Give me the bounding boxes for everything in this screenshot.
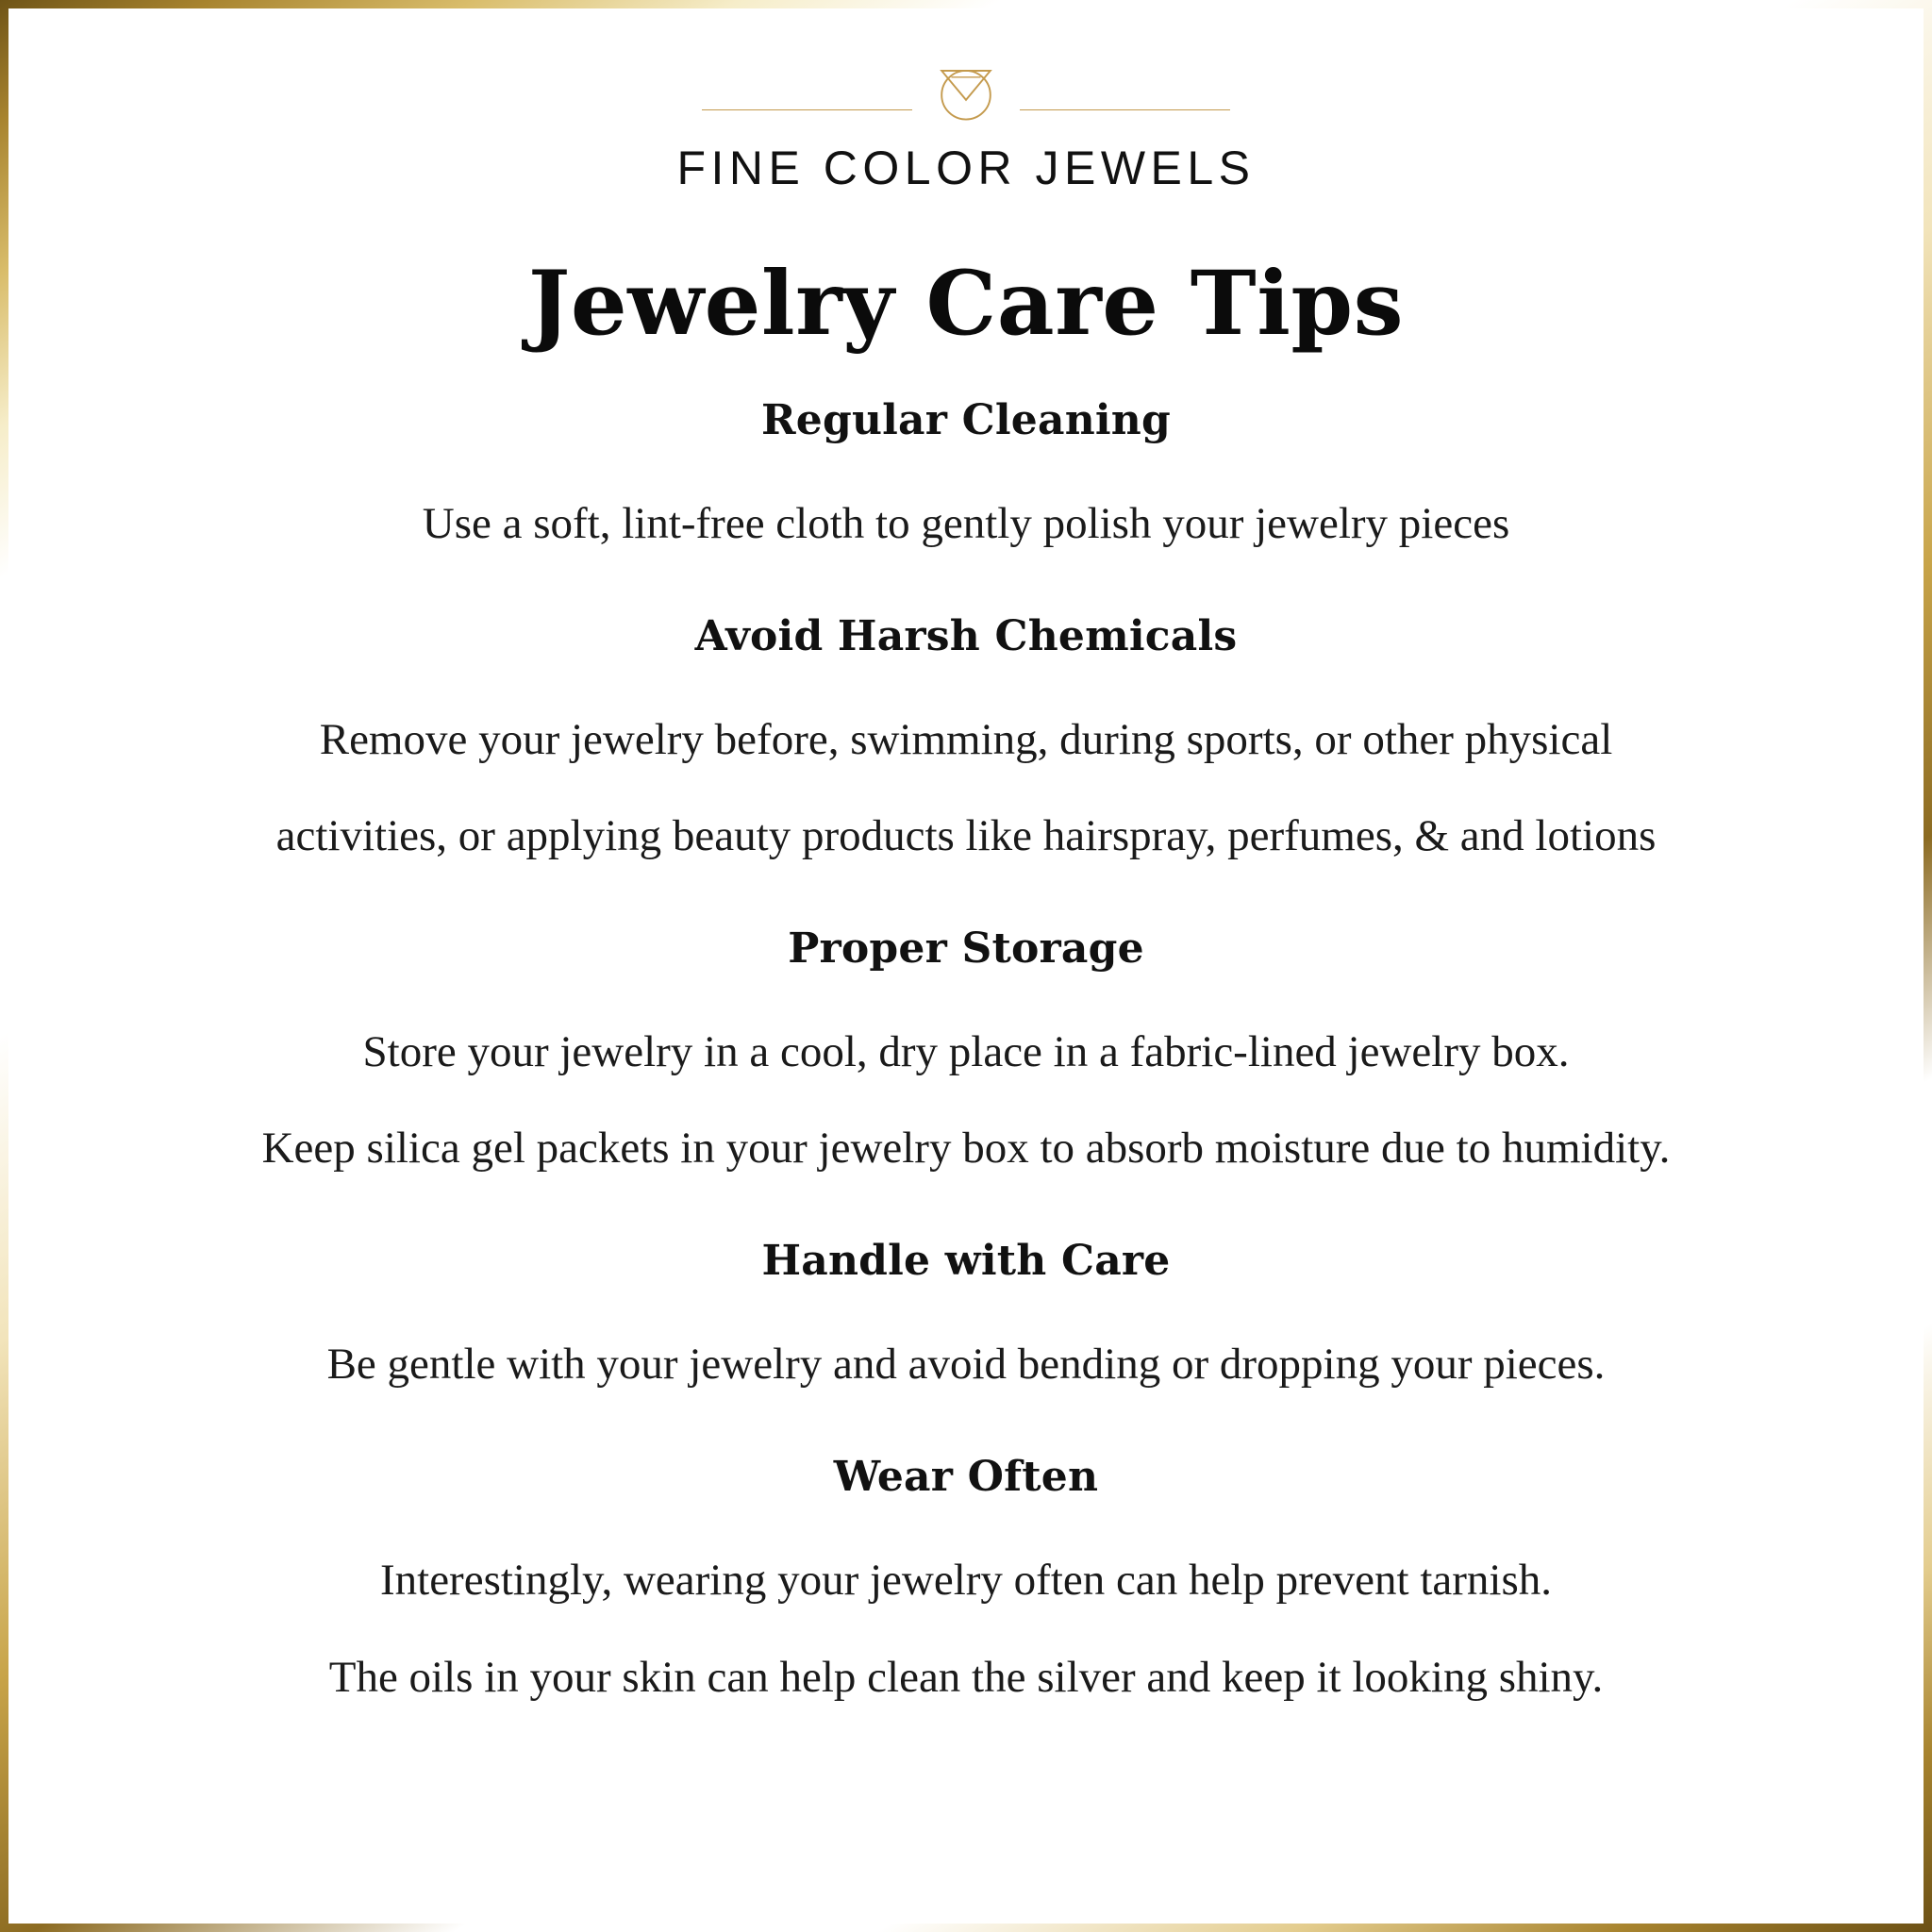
brand-logo — [93, 48, 1839, 195]
page-content — [8, 8, 1924, 1924]
section-heading: Avoid Harsh Chemicals — [694, 611, 1238, 660]
logo-mark-row — [702, 48, 1230, 139]
section-line: Be gentle with your jewelry and avoid bending or dropping your pieces. — [326, 1340, 1606, 1390]
section-heading: Regular Cleaning — [761, 395, 1171, 444]
section-heading: Wear Often — [833, 1453, 1099, 1502]
section-line: Interestingly, wearing your jewelry often can help prevent tarnish. — [379, 1556, 1552, 1606]
section-line: Use a soft, lint-free cloth to gently polish your jewelry pieces — [422, 498, 1510, 548]
page-title: Jewelry Care Tips — [527, 252, 1405, 356]
logo-rule-left — [702, 109, 912, 110]
section-wear-often — [93, 1453, 1839, 1712]
section-line: Keep silica gel packets in your jewelry box to absorb moisture due to humidity. — [261, 1124, 1671, 1174]
section-avoid-harsh-chemicals — [93, 612, 1839, 872]
care-tips-sections — [93, 396, 1839, 1713]
section-line: activities, or applying beauty products like hairspray, perfumes, & and lotions — [275, 810, 1657, 860]
page-canvas — [8, 8, 1924, 1924]
brand-wordmark: FINE COLOR JEWELS — [676, 142, 1256, 194]
logo-rule-right — [1020, 109, 1230, 110]
section-regular-cleaning — [93, 396, 1839, 559]
section-proper-storage — [93, 924, 1839, 1184]
section-line: The oils in your skin can help clean the silver and keep it looking shiny. — [328, 1652, 1604, 1702]
section-line: Store your jewelry in a cool, dry place in a fabric-lined jewelry box. — [362, 1027, 1570, 1077]
diamond-gem-icon — [925, 53, 1007, 134]
section-handle-with-care — [93, 1237, 1839, 1400]
section-heading: Handle with Care — [761, 1237, 1171, 1286]
section-line: Remove your jewelry before, swimming, during sports, or other physical — [319, 714, 1613, 764]
section-heading: Proper Storage — [788, 924, 1144, 974]
